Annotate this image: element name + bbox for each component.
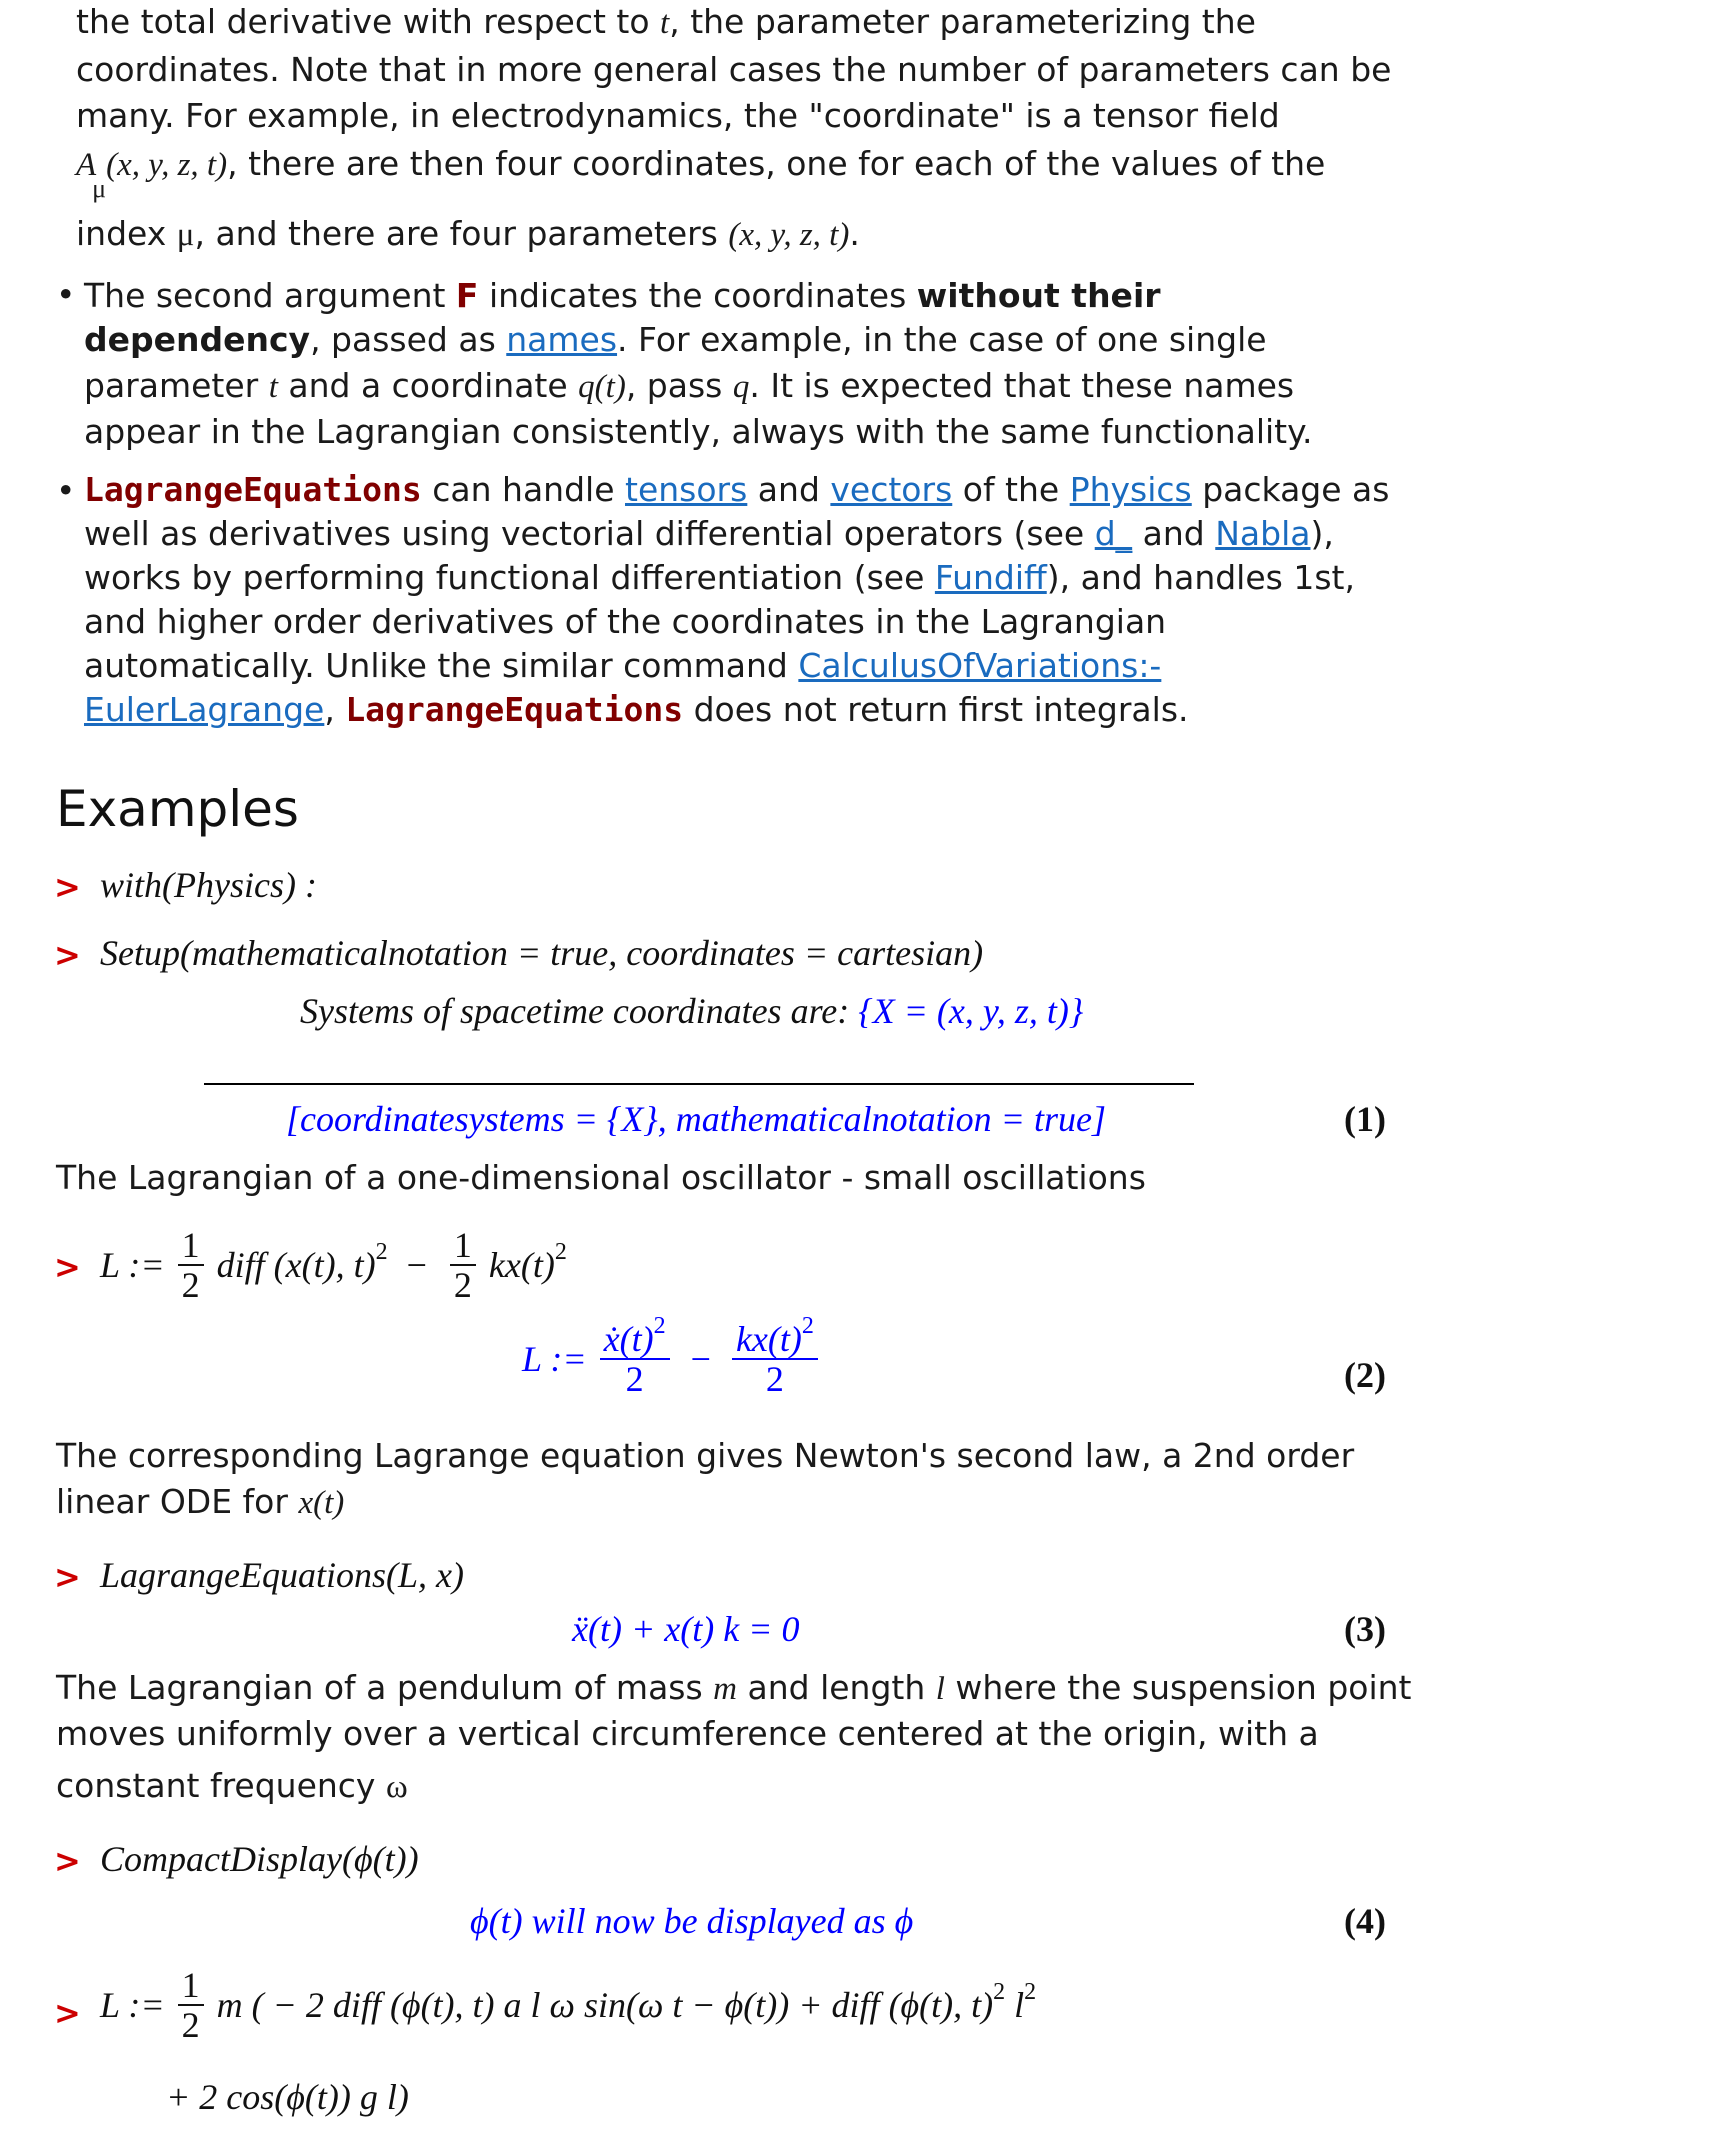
bullet2-text: , pass [625, 366, 733, 405]
bullet3-text: package as [1191, 470, 1390, 509]
fraction-kx [732, 1313, 818, 1399]
math-kx-term [488, 1239, 567, 1286]
math-minus: − [690, 1339, 711, 1379]
bullet2-line-4: appear in the Lagrangian consistently, always with the same functionality. [84, 412, 1313, 451]
text-pendulum-line-2: moves uniformly over a vertical circumference centered at the origin, with a [56, 1714, 1319, 1753]
text-newton-line-1: The corresponding Lagrange equation gives Newton's second law, a 2nd order [56, 1436, 1355, 1475]
math-args: (x, y, z, t) [106, 147, 228, 183]
denominator: 2 [600, 1358, 670, 1398]
bullet3-line-1 [84, 468, 1389, 512]
text-pendulum-line-1 [56, 1666, 1412, 1711]
denominator: 2 [178, 1264, 204, 1304]
numerator [600, 1313, 670, 1359]
bullet3-text: and [1132, 514, 1216, 553]
input-setup[interactable]: Setup(mathematicalnotation = true, coordinates = cartesian) [100, 933, 984, 973]
prompt-icon: > [54, 1248, 81, 1286]
link-fundiff[interactable]: Fundiff [934, 558, 1047, 597]
link-tensors[interactable]: tensors [625, 470, 748, 509]
exponent: 2 [801, 1313, 814, 1339]
bullet3-text: can handle [421, 470, 625, 509]
fraction-one-half [450, 1226, 476, 1304]
text: constant frequency [56, 1766, 386, 1805]
numerator [732, 1313, 818, 1359]
math-args: (x, y, z, t) [728, 217, 850, 253]
math-A: A [76, 147, 97, 183]
equation-label-4: (4) [1344, 1901, 1386, 1941]
bullet-dot: • [56, 471, 76, 510]
intro-text: index [76, 214, 177, 253]
fraction-xdot [600, 1313, 670, 1399]
intro-text: , there are then four coordinates, one for each of the values of the [227, 144, 1326, 183]
math-omega: ω [385, 1769, 408, 1805]
bullet2-text: parameter [84, 366, 269, 405]
bullet2-text: . It is expected that these names [749, 366, 1295, 405]
bullet2-text: . For example, in the case of one single [617, 320, 1267, 359]
output-setup-result: [coordinatesystems = {X}, mathematicalnotation = true] [286, 1099, 1106, 1139]
prompt-icon: > [54, 936, 81, 974]
bullet3-text: does not return first integrals. [683, 690, 1189, 729]
denominator: 2 [178, 2004, 204, 2044]
intro-line-1 [76, 0, 1256, 45]
prompt-icon: > [54, 868, 81, 906]
numerator: 1 [181, 1965, 200, 2005]
exponent: 2 [554, 1239, 567, 1265]
math-q: q [732, 369, 750, 405]
bullet2-text: indicates the coordinates [478, 276, 917, 315]
output-text: Systems of spacetime coordinates are: [300, 991, 859, 1031]
examples-heading: Examples [56, 780, 299, 838]
bullet2-bold: without their [916, 276, 1161, 315]
input-compact-display[interactable]: CompactDisplay(ϕ(t)) [100, 1839, 419, 1879]
math-body: m ( − 2 diff (ϕ(t), t) a l ω sin(ω t − ϕ(t)) + diff (ϕ(t), t) [216, 1985, 994, 2025]
link-names[interactable]: names [506, 320, 618, 359]
math-kx: kx(t) [735, 1319, 802, 1359]
denominator: 2 [732, 1358, 818, 1398]
equation-label-2: (2) [1344, 1355, 1386, 1395]
prompt-icon: > [54, 1842, 81, 1880]
bullet3-line-3 [84, 556, 1355, 600]
exponent: 2 [993, 1979, 1006, 2005]
prompt-icon: > [54, 1558, 81, 1596]
math-diff: diff (x(t), t) [216, 1245, 376, 1285]
input-lagrangian-pendulum-line-2[interactable]: + 2 cos(ϕ(t)) g l) [166, 2077, 409, 2117]
text: and length [737, 1668, 936, 1707]
bullet3-text: well as derivatives using vectorial differential operators (see [84, 514, 1095, 553]
code-lagrange-equations: LagrangeEquations [345, 690, 684, 729]
math-xt: x(t) [298, 1485, 345, 1521]
code-lagrange-equations: LagrangeEquations [84, 470, 422, 509]
intro-line-2: coordinates. Note that in more general cases the number of parameters can be [76, 50, 1392, 89]
input-lagrange-equations[interactable]: LagrangeEquations(L, x) [100, 1555, 464, 1595]
math-qt: q(t) [578, 369, 626, 405]
exponent: 2 [1024, 1979, 1037, 2005]
bullet3-line-4: and higher order derivatives of the coordinates in the Lagrangian [84, 602, 1167, 641]
intro-text: the total derivative with respect to [76, 2, 661, 41]
text: where the suspension point [944, 1668, 1412, 1707]
equation-label-1: (1) [1344, 1099, 1386, 1139]
text: linear ODE for [56, 1482, 299, 1521]
bullet3-line-5 [84, 644, 1161, 688]
link-calculus-of-variations[interactable]: CalculusOfVariations:- [798, 646, 1162, 685]
bullet2-text: and a coordinate [277, 366, 579, 405]
intro-text: , the parameter parameterizing the [669, 2, 1256, 41]
math-diff-term [216, 1239, 388, 1286]
text-pendulum-line-3 [56, 1764, 408, 1809]
link-euler-lagrange[interactable]: EulerLagrange [84, 690, 325, 729]
input-with-physics[interactable]: with(Physics) : [100, 865, 317, 905]
exponent: 2 [375, 1239, 388, 1265]
equation-label-3: (3) [1344, 1609, 1386, 1649]
intro-line-3: many. For example, in electrodynamics, the "coordinate" is a tensor field [76, 96, 1280, 135]
bullet3-text: of the [952, 470, 1070, 509]
math-kx: kx(t) [488, 1245, 555, 1285]
link-physics[interactable]: Physics [1069, 470, 1192, 509]
bullet3-text: ), and handles 1st, [1046, 558, 1355, 597]
math-minus: − [406, 1245, 427, 1285]
bullet3-line-6 [84, 688, 1189, 732]
prompt-icon: > [54, 1994, 81, 2032]
math-mu-subscript: μ [92, 174, 107, 203]
input-lagrangian-oscillator[interactable] [100, 1226, 567, 1304]
output-ode: ẍ(t) + x(t) k = 0 [572, 1609, 800, 1649]
math-xdot: ẋ(t) [603, 1319, 654, 1359]
bullet2-line-1 [84, 274, 1161, 318]
fraction-one-half [178, 1966, 204, 2044]
bullet-dot: • [56, 275, 76, 314]
intro-line-5 [76, 212, 860, 257]
numerator: 1 [181, 1225, 200, 1265]
bullet3-text: and [747, 470, 831, 509]
divider [204, 1083, 1194, 1085]
link-vectors[interactable]: vectors [830, 470, 953, 509]
math-m: m [713, 1671, 738, 1707]
intro-text: . [849, 214, 860, 253]
bullet3-line-2 [84, 512, 1334, 556]
bullet3-text: ), [1310, 514, 1334, 553]
output-coordinates [300, 990, 1083, 1032]
output-compact-display: ϕ(t) will now be displayed as ϕ [470, 1901, 914, 1941]
bullet3-text: , [324, 690, 346, 729]
math-L-assign: L := [100, 1985, 165, 2025]
numerator: 1 [453, 1225, 472, 1265]
math-l: l [1014, 1985, 1025, 2025]
fraction-one-half [178, 1226, 204, 1304]
output-set: {X = (x, y, z, t)} [858, 991, 1084, 1031]
intro-line-4 [76, 142, 1326, 203]
bullet3-text: automatically. Unlike the similar command [84, 646, 799, 685]
exponent: 2 [653, 1313, 666, 1339]
text-newton-line-2 [56, 1480, 344, 1525]
math-t: t [268, 369, 278, 405]
intro-text: , and there are four parameters [194, 214, 729, 253]
math-l: l [935, 1671, 945, 1707]
bullet2-bold: dependency [84, 320, 311, 359]
input-lagrangian-pendulum[interactable] [100, 1966, 1036, 2044]
bullet2-line-2 [84, 318, 1267, 362]
math-mu: μ [176, 217, 195, 253]
text: The Lagrangian of a pendulum of mass [56, 1668, 714, 1707]
link-nabla[interactable]: Nabla [1215, 514, 1311, 553]
output-lagrangian-oscillator [522, 1313, 822, 1399]
bullet2-F: F [455, 276, 479, 315]
bullet2-text: , passed as [310, 320, 507, 359]
denominator: 2 [450, 1264, 476, 1304]
math-L-assign: L := [100, 1245, 165, 1285]
link-d[interactable]: d_ [1094, 514, 1133, 553]
math-t: t [660, 5, 670, 41]
text-oscillator: The Lagrangian of a one-dimensional oscillator - small oscillations [56, 1158, 1146, 1197]
math-L-assign: L := [522, 1339, 587, 1379]
bullet2-line-3 [84, 364, 1294, 409]
math-pendulum-body [216, 1979, 1037, 2026]
bullet2-text: The second argument [84, 276, 456, 315]
bullet3-text: works by performing functional differentiation (see [84, 558, 935, 597]
